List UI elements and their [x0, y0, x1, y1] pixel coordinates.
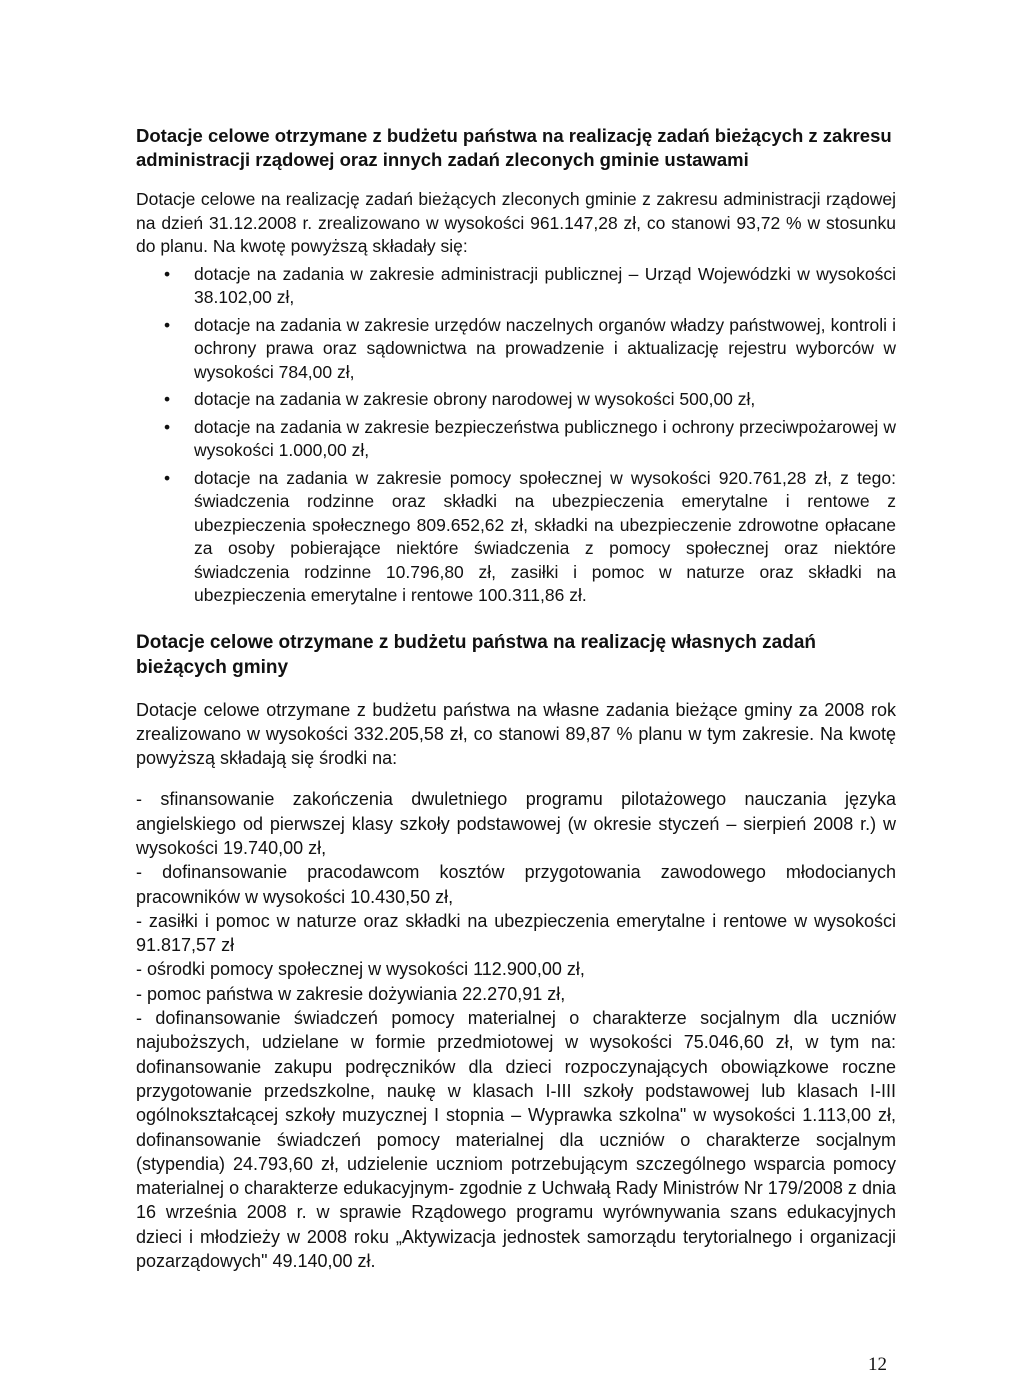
- list-item: - dofinansowanie świadczeń pomocy materialnej o charakterze socjalnym dla uczniów najuboższych, udzielane w formie przedmiotowej w wysokości 75.046,60 zł, w tym na: dofinansowanie zakupu podręczników dla dzieci rozpoczynających obowiązkowe roczne przygotowanie przedszkolne, naukę w klasach I-III szkoły podstawowej lub klasach I-III ogólnokształcącej szkoły muzycznej I stopnia – Wyprawka szkolna" w wysokości 1.113,00 zł, dofinansowanie świadczeń pomocy materialnej dla uczniów o charakterze socjalnym (stypendia) 24.793,60 zł, udzielenie uczniom potrzebującym szczególnego wsparcia pomocy materialnej o charakterze edukacyjnym- zgodnie z Uchwałą Rady Ministrów Nr 179/2008 z dnia 16 września 2008 r. w sprawie Rządowego programu wyrównywania szans edukacyjnych dzieci i młodzieży w 2008 roku „Aktywizacja jednostek samorządu terytorialnego i organizacji pozarządowych" 49.140,00 zł.: [136, 1008, 896, 1272]
- page-number: 12: [868, 1354, 887, 1375]
- page-content: [136, 124, 896, 1273]
- section-1-intro: Dotacje celowe na realizację zadań bieżących zleconych gminie z zakresu administracji rządowej na dzień 31.12.2008 r. zrealizowano w wysokości 961.147,28 zł, co stanowi 93,72 % w stosunku do planu. Na kwotę powyższą składały się:: [136, 189, 896, 256]
- list-item: - pomoc państwa w zakresie dożywiania 22.270,91 zł,: [136, 983, 566, 1004]
- bullet-icon: •: [164, 314, 171, 335]
- bullet-icon: •: [164, 416, 171, 437]
- bullet-icon: •: [164, 389, 171, 409]
- list-item: - zasiłki i pomoc w naturze oraz składki na ubezpieczenia emerytalne i rentowe w wysokości 91.817,57 zł: [136, 910, 896, 956]
- bullet-icon: •: [164, 467, 171, 488]
- bullet-item: • dotacje na zadania w zakresie obrony narodowej w wysokości 500,00 zł,: [136, 388, 896, 412]
- section-2-intro: Dotacje celowe otrzymane z budżetu państwa na własne zadania bieżące gminy za 2008 rok zrealizowano w wysokości 332.205,58 zł, co stanowi 89,87 % planu w tym zakresie. Na kwotę powyższą składają się środki na:: [136, 699, 896, 769]
- bullet-item: • dotacje na zadania w zakresie administracji publicznej – Urząd Wojewódzki w wysokości 38.102,00 zł,: [164, 263, 896, 307]
- list-item: - dofinansowanie pracodawcom kosztów przygotowania zawodowego młodocianych pracowników w wysokości 10.430,50 zł,: [136, 862, 896, 907]
- bullet-icon: •: [164, 263, 171, 284]
- bullet-item: • dotacje na zadania w zakresie urzędów naczelnych organów władzy państwowej, kontroli i ochrony prawa oraz sądownictwa na prowadzenie i aktualizację rejestru wyborców w wysokości 784,00 zł,: [164, 314, 896, 382]
- bullet-item: • dotacje na zadania w zakresie pomocy społecznej w wysokości 920.761,28 zł, z tego: świadczenia rodzinne oraz składki na ubezpieczenia emerytalne i rentowe z ubezpieczenia społecznego 809.652,62 zł, składki na ubezpieczenie zdrowotne opłacane za osoby pobierające niektóre świadczenia z pomocy społecznej oraz niektóre świadczenia rodzinne 10.796,80 zł, zasiłki i pomoc w naturze oraz składki na ubezpieczenia emerytalne i rentowe 100.311,86 zł.: [164, 467, 896, 605]
- section-1-bullet-list: [136, 263, 896, 608]
- section-2-heading: Dotacje celowe otrzymane z budżetu państwa na realizację własnych zadań bieżących gminy: [136, 631, 816, 678]
- section-2-item-list: [136, 787, 896, 1273]
- list-item: - ośrodki pomocy społecznej w wysokości 112.900,00 zł,: [136, 959, 585, 980]
- section-1-heading: Dotacje celowe otrzymane z budżetu państwa na realizację zadań bieżących z zakresu administracji rządowej oraz innych zadań zleconych gminie ustawami: [136, 125, 892, 170]
- list-item: - sfinansowanie zakończenia dwuletniego programu pilotażowego nauczania języka angielskiego od pierwszej klasy szkoły podstawowej (w okresie styczeń – sierpień 2008 r.) w wysokości 19.740,00 zł,: [136, 789, 896, 858]
- bullet-item: • dotacje na zadania w zakresie bezpieczeństwa publicznego i ochrony przeciwpożarowej w wysokości 1.000,00 zł,: [164, 416, 896, 460]
